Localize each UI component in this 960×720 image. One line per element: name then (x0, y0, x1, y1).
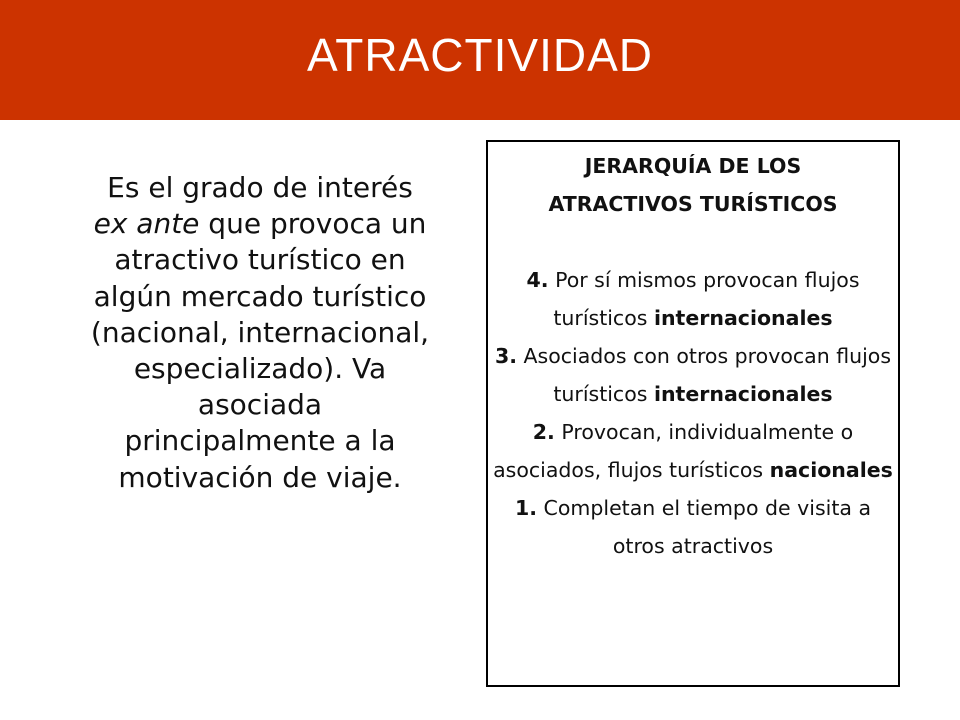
hierarchy-item-1 (492, 489, 894, 565)
item-text: Completan el tiempo de visita a otros atractivos (537, 496, 872, 558)
spacer (492, 223, 894, 261)
item-text: Asociados con otros provocan flujos turísticos (517, 344, 892, 406)
item-bold: internacionales (653, 306, 833, 330)
item-number: 3. (494, 344, 517, 368)
item-number: 4. (526, 268, 549, 292)
definition-italic: ex ante (93, 207, 200, 241)
item-number: 1. (514, 496, 538, 520)
definition-part1: Es el grado de interés (107, 171, 413, 204)
definition-part2: que provoca un atractivo turístico en algún mercado turístico (nacional, internacional, especializado). Va asociada principalmente a la motivación de viaje. (90, 207, 430, 494)
hierarchy-item-3 (492, 337, 894, 413)
item-text: Provocan, individualmente o asociados, flujos turísticos (493, 420, 854, 482)
hierarchy-heading-line2: ATRACTIVOS TURÍSTICOS (548, 192, 838, 216)
item-bold: internacionales (653, 382, 833, 406)
item-text: Por sí mismos provocan flujos turísticos (548, 268, 860, 330)
title-bar (0, 0, 960, 120)
item-number: 2. (532, 420, 555, 444)
item-bold: nacionales (769, 458, 893, 482)
slide-title: ATRACTIVIDAD (307, 29, 653, 81)
hierarchy-item-4 (492, 261, 894, 337)
hierarchy-item-2 (492, 413, 894, 489)
definition-text (90, 170, 430, 496)
hierarchy-heading-line1: JERARQUÍA DE LOS (584, 154, 802, 178)
hierarchy-box (486, 140, 900, 687)
